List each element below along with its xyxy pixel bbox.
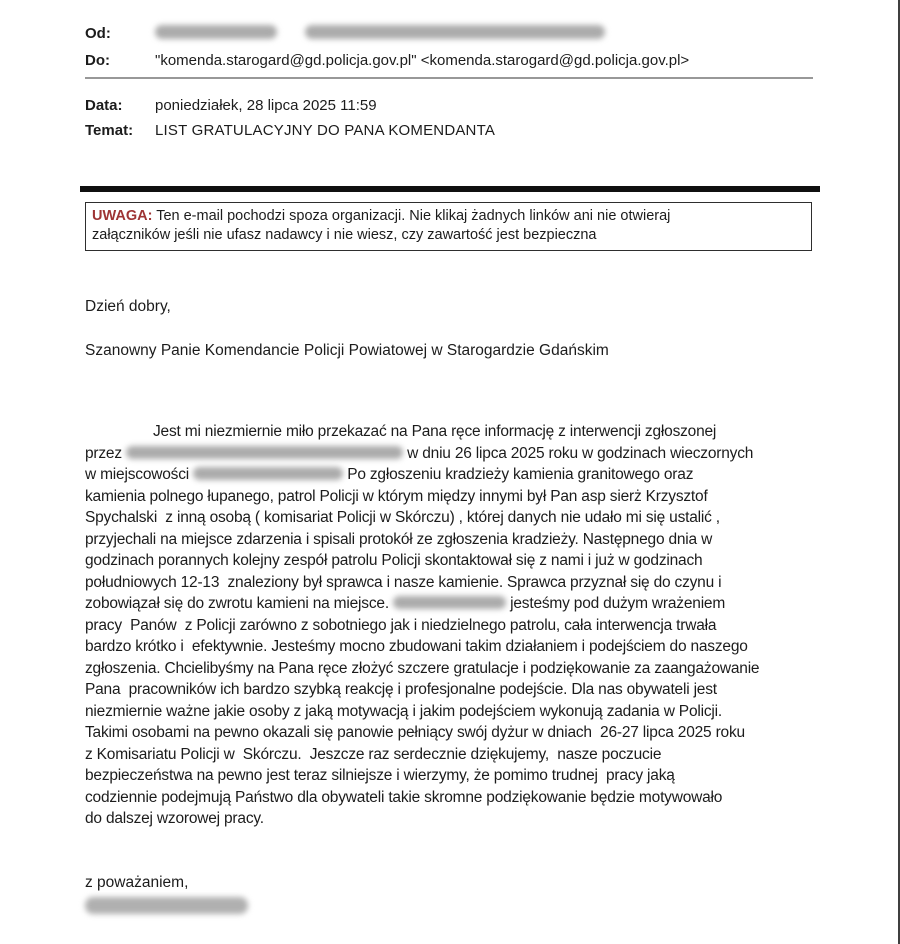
- body-line: kamienia polnego łupanego, patrol Policji w którym między innymi był Pan asp sierż Krzysztof: [85, 487, 708, 505]
- subject-value: LIST GRATULACYJNY DO PANA KOMENDANTA: [155, 122, 496, 139]
- header-row-date: [85, 93, 898, 118]
- warning-prefix: UWAGA:: [92, 208, 153, 224]
- body-line: przez w dniu 26 lipca 2025 roku w godzinach wieczornych: [85, 444, 754, 462]
- body-line: zgłoszenia. Chcielibyśmy na Pana ręce złożyć szczere gratulacje i podziękowanie za zaangażowanie: [85, 659, 760, 677]
- greeting-text: Dzień dobry,: [85, 298, 171, 315]
- to-label: Do:: [85, 52, 110, 69]
- body-line: z Komisariatu Policji w Skórczu. Jeszcze raz serdecznie dziękujemy, nasze poczucie: [85, 745, 662, 763]
- from-redactions: [155, 25, 605, 42]
- body-line: pracy Panów z Policji zarówno z sobotniego jak i niedzielnego patrolu, cała interwencja trwała: [85, 616, 717, 634]
- body-line: przyjechali na miejsce zdarzenia i spisali protokół ze zgłoszenia kradzieży. Następnego dnia w: [85, 530, 713, 548]
- body-line: niezmiernie ważne jakie osoby z jaką motywacją i jakim podejściem wykonują zadania w Policji.: [85, 702, 722, 720]
- date-label: Data:: [85, 97, 123, 114]
- warning-line-1: [92, 207, 805, 226]
- body-line: Takimi osobami na pewno okazali się panowie pełniący swój dyżur w dniach 26-27 lipca 2025 roku: [85, 724, 745, 741]
- body-line: w miejscowości Po zgłoszeniu kradzieży kamienia granitowego oraz: [85, 466, 694, 483]
- warning-text-1: Ten e-mail pochodzi spoza organizacji. Nie klikaj żadnych linków ani nie otwieraj: [152, 208, 671, 224]
- subject-label: Temat:: [85, 122, 134, 139]
- body-line: codziennie podejmują Państwo dla obywateli takie skromne podziękowanie będzie motywowało: [85, 788, 723, 806]
- redacted-text: [393, 596, 506, 609]
- external-sender-warning: [85, 202, 812, 251]
- body-line: godzinach porannych kolejny zespół patrolu Policji skontaktował się z nami i już w godzinach: [85, 552, 703, 569]
- body-line: bardzo krótko i efektywnie. Jesteśmy mocno zbudowani takim działaniem i podejściem do naszego: [85, 638, 748, 655]
- from-label: Od:: [85, 25, 111, 42]
- body-line: Jest mi niezmiernie miło przekazać na Pana ręce informację z interwencji zgłoszonej: [153, 423, 717, 440]
- redacted-text: [193, 467, 343, 480]
- closing-text: z poważaniem,: [85, 873, 189, 891]
- header-row-to: [85, 47, 898, 74]
- redacted-signature: [85, 897, 248, 914]
- body-line: Pana pracowników ich bardzo szybką reakcję i profesjonalne podejście. Dla nas obywateli jest: [85, 681, 717, 698]
- section-separator-bar: [80, 186, 820, 192]
- redacted-text: [126, 446, 403, 459]
- redacted-text: [155, 25, 277, 39]
- email-body-paragraph: [85, 421, 898, 830]
- salutation-text: Szanowny Panie Komendancie Policji Powiatowej w Starogardzie Gdańskim: [85, 342, 609, 359]
- body-line: Spychalski z inną osobą ( komisariat Policji w Skórczu) , której danych nie udało mi się ustalić ,: [85, 509, 720, 526]
- body-line: południowych 12-13 znaleziony był sprawca i nasze kamienie. Sprawca przyznał się do czynu i: [85, 573, 722, 591]
- body-line: bezpieczeństwa na pewno jest teraz silniejsze i wierzymy, że pomimo trudnej pracy jaką: [85, 767, 675, 784]
- header-row-subject: [85, 118, 898, 143]
- warning-line-2: załączników jeśli nie ufasz nadawcy i nie wiesz, czy zawartość jest bezpieczna: [92, 227, 597, 243]
- header-divider: [85, 77, 813, 79]
- to-value: "komenda.starogard@gd.policja.gov.pl" <komenda.starogard@gd.policja.gov.pl>: [155, 52, 690, 69]
- body-line: do dalszej wzorowej pracy.: [85, 810, 264, 827]
- date-value: poniedziałek, 28 lipca 2025 11:59: [155, 97, 377, 114]
- body-line: zobowiązał się do zwrotu kamieni na miejsce. jesteśmy pod dużym wrażeniem: [85, 595, 726, 612]
- header-row-from: [85, 0, 898, 47]
- redacted-text: [305, 25, 605, 39]
